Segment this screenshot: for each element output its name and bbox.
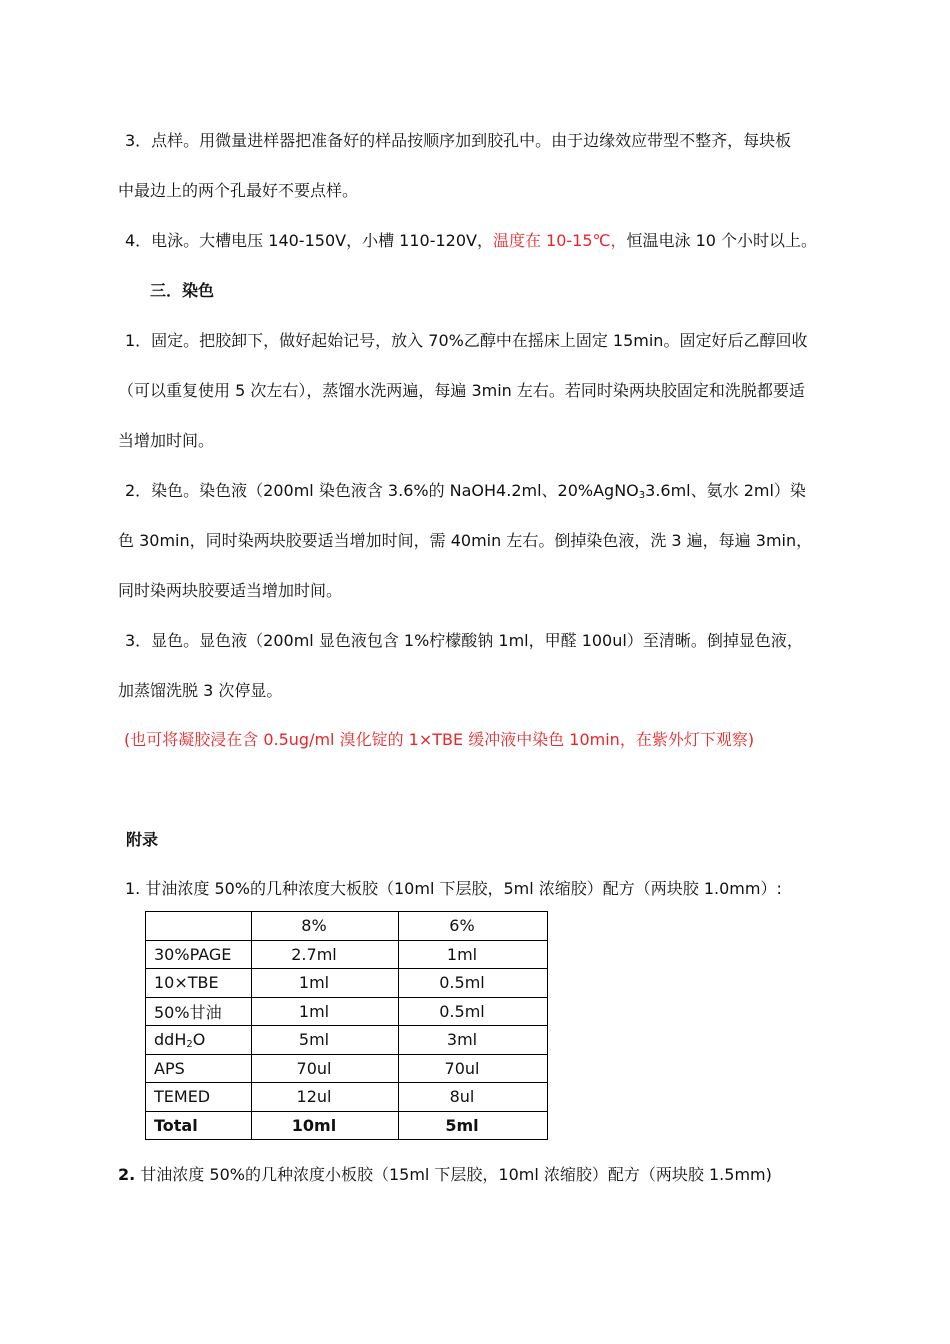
table-row (146, 940, 548, 969)
section-heading-staining: 三．染色 (150, 281, 215, 300)
table-cell: 0.5ml (399, 997, 548, 1026)
table-cell: 8ul (399, 1083, 548, 1112)
table-row (146, 969, 548, 998)
table-cell: 0.5ml (399, 969, 548, 998)
stain-step-2-line-2: 色 30min，同时染两块胶要适当增加时间，需 40min 左右。倒掉染色液，洗 3 遍，每遍 3min， (118, 531, 813, 550)
table-cell (146, 1026, 252, 1055)
stain-step-3-line-1: 3．显色。显色液（200ml 显色液包含 1%柠檬酸钠 1ml，甲醛 100ul）至清晰。倒掉显色液， (125, 631, 803, 650)
appendix-item-2-text: 甘油浓度 50%的几种浓度小板胶（15ml 下层胶，10ml 浓缩胶）配方（两块胶 1.5mm) (135, 1165, 772, 1184)
appendix-item-1: 1. 甘油浓度 50%的几种浓度大板胶（10ml 下层胶，5ml 浓缩胶）配方（两块胶 1.0mm）: (125, 879, 782, 898)
table-header-row (146, 912, 548, 941)
step-4-text: 4．电泳。大槽电压 140-150V，小槽 110-120V， (125, 231, 493, 250)
step-4-line (125, 229, 817, 253)
table-cell: 10×TBE (146, 969, 252, 998)
table-cell: 3ml (399, 1026, 548, 1055)
table-cell: 1ml (399, 940, 548, 969)
stain-step-3-line-2: 加蒸馏洗脱 3 次停显。 (118, 681, 283, 700)
table-row (146, 1026, 548, 1055)
table-cell (146, 912, 252, 941)
appendix-item-2 (118, 1163, 772, 1187)
stain-step-1-line-3: 当增加时间。 (118, 431, 215, 450)
recipe-table (145, 911, 548, 1140)
table-row (146, 1054, 548, 1083)
table-cell: APS (146, 1054, 252, 1083)
step-4-temperature: 温度在 10-15℃， (492, 231, 627, 250)
stain-step-1-line-1: 1．固定。把胶卸下，做好起始记号，放入 70%乙醇中在摇床上固定 15min。固定好后乙醇回收 (125, 331, 808, 350)
table-cell: 10ml (252, 1111, 399, 1140)
appendix-heading: 附录 (126, 830, 159, 849)
stain-step-2-text: 2．染色。染色液（200ml 染色液含 3.6%的 NaOH4.2ml、20%AgNO (125, 481, 639, 500)
stain-step-1-line-2: （可以重复使用 5 次左右），蒸馏水洗两遍，每遍 3min 左右。若同时染两块胶固定和洗脱都要适 (118, 381, 805, 400)
ddh-label-tail: O (192, 1029, 206, 1049)
table-header-cell: 6% (399, 912, 548, 941)
table-cell: 70ul (399, 1054, 548, 1083)
table-cell: 5ml (252, 1026, 399, 1055)
table-cell: Total (146, 1111, 252, 1140)
subscript: 2 (186, 1038, 193, 1050)
step-4-text-end: 恒温电泳 10 个小时以上。 (626, 231, 818, 250)
table-cell: 12ul (252, 1083, 399, 1112)
step-3-line-2: 中最边上的两个孔最好不要点样。 (118, 181, 359, 200)
table-cell: 30%PAGE (146, 940, 252, 969)
table-cell: 50%甘油 (146, 997, 252, 1026)
table-header-cell: 8% (252, 912, 399, 941)
table-total-row (146, 1111, 548, 1140)
table-cell: 1ml (252, 969, 399, 998)
appendix-item-2-number: 2. (118, 1165, 136, 1184)
subscript: 3 (638, 490, 646, 501)
step-3-line-1: 3．点样。用微量进样器把准备好的样品按顺序加到胶孔中。由于边缘效应带型不整齐，每块板 (125, 131, 792, 150)
table-row (146, 1083, 548, 1112)
stain-step-2-line-3: 同时染两块胶要适当增加时间。 (118, 581, 343, 600)
table-cell: TEMED (146, 1083, 252, 1112)
stain-step-2-line-1 (125, 479, 806, 508)
ddh-label: ddH (154, 1029, 187, 1049)
table-cell: 2.7ml (252, 940, 399, 969)
table-cell: 70ul (252, 1054, 399, 1083)
alternative-note: (也可将凝胶浸在含 0.5ug/ml 溴化锭的 1×TBE 缓冲液中染色 10min，在紫外灯下观察) (124, 730, 755, 749)
stain-step-2-text-end: 3.6ml、氨水 2ml）染 (645, 481, 806, 500)
table-cell: 5ml (399, 1111, 548, 1140)
table-cell: 1ml (252, 997, 399, 1026)
table-row (146, 997, 548, 1026)
